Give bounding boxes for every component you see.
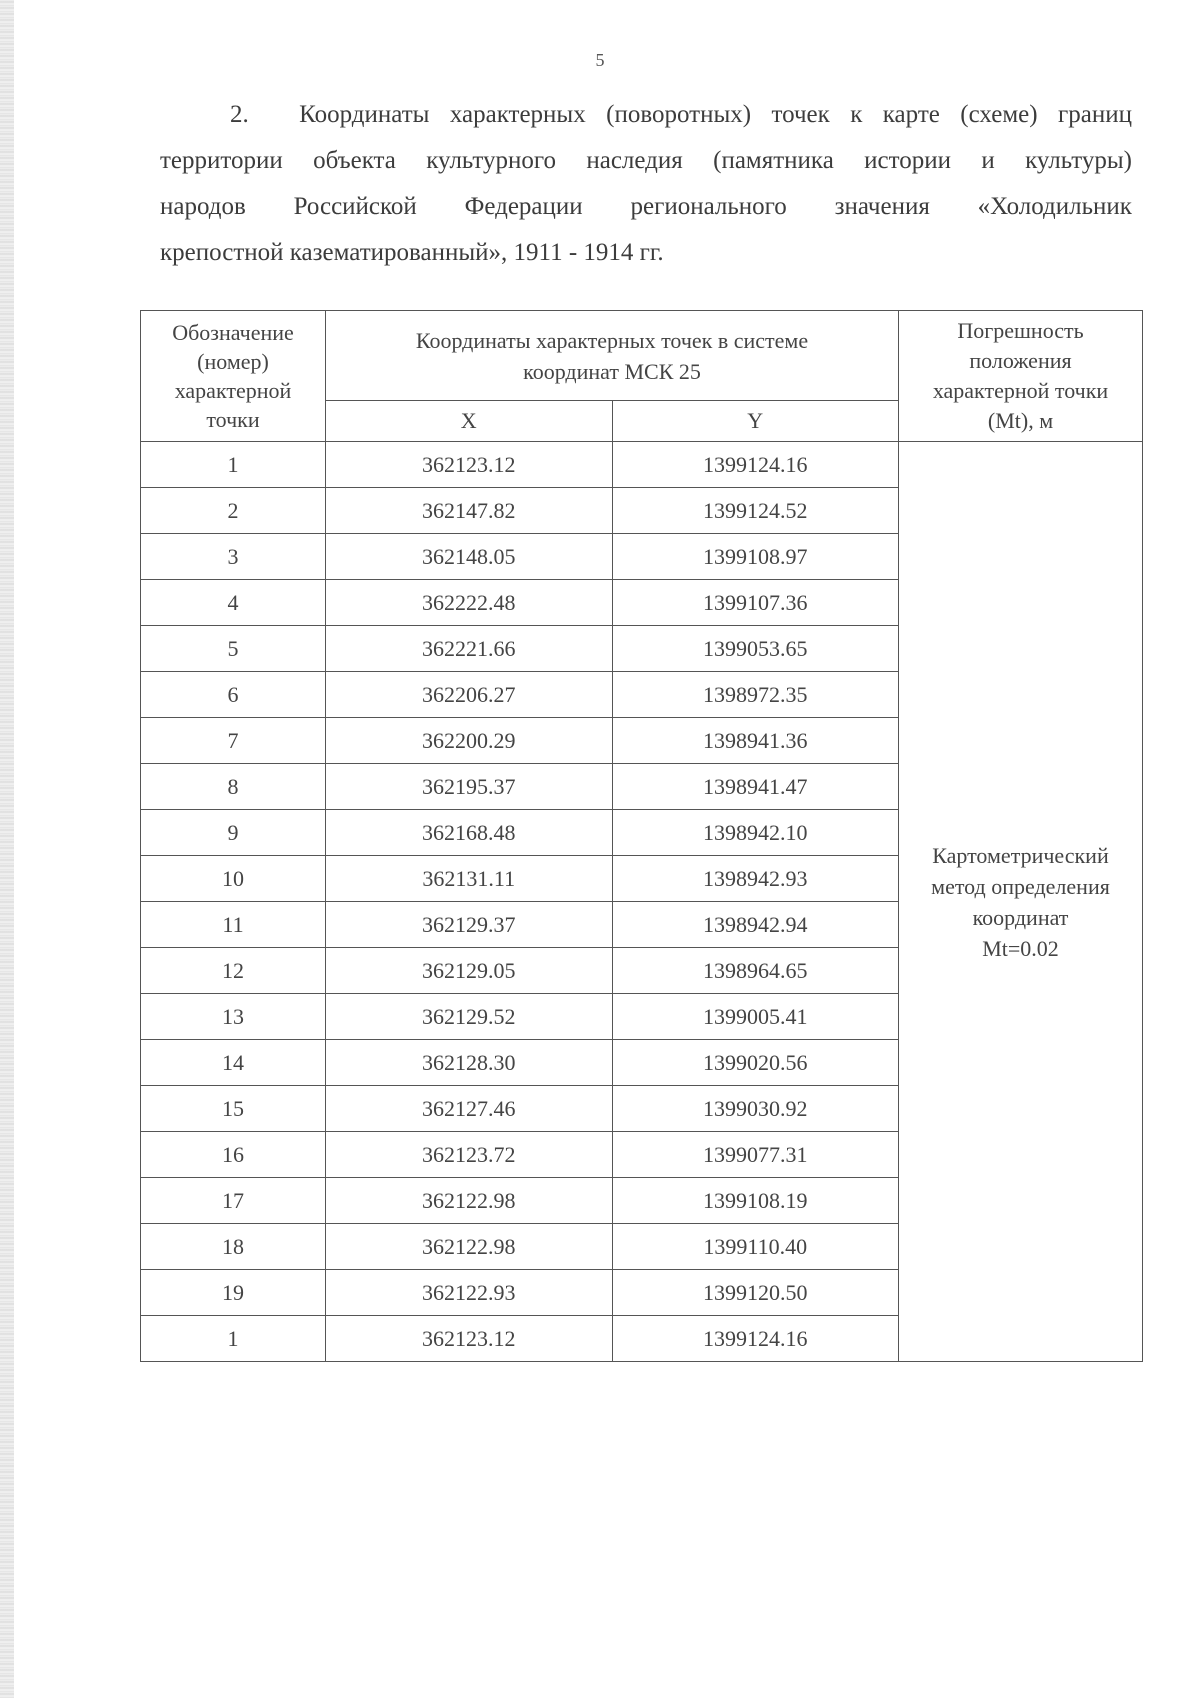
heading-word: народов	[160, 193, 246, 220]
page-number: 5	[595, 50, 605, 70]
y-cell: 1399108.97	[612, 534, 899, 580]
x-cell: 362221.66	[326, 626, 613, 672]
header-row	[141, 311, 1143, 401]
y-cell: 1399107.36	[612, 580, 899, 626]
heading-word: объекта	[313, 147, 396, 174]
heading-word: Координаты	[299, 101, 430, 128]
x-cell: 362206.27	[326, 672, 613, 718]
point-number-cell: 2	[141, 488, 326, 534]
point-number-cell: 15	[141, 1086, 326, 1132]
heading-word: культурного	[426, 147, 556, 174]
x-cell: 362122.98	[326, 1224, 613, 1270]
x-cell: 362200.29	[326, 718, 613, 764]
point-number-cell: 14	[141, 1040, 326, 1086]
x-cell: 362123.12	[326, 442, 613, 488]
heading-word: Российской	[293, 193, 417, 220]
y-header: Y	[612, 401, 899, 442]
y-cell: 1399124.16	[612, 1316, 899, 1362]
y-cell: 1398942.93	[612, 856, 899, 902]
y-cell: 1399030.92	[612, 1086, 899, 1132]
y-cell: 1398972.35	[612, 672, 899, 718]
y-cell: 1398941.36	[612, 718, 899, 764]
coordinates-table	[140, 310, 1143, 1362]
y-cell: 1399077.31	[612, 1132, 899, 1178]
heading-word: характерных	[449, 101, 586, 128]
point-number-cell: 10	[141, 856, 326, 902]
header-text: точки	[206, 407, 260, 432]
heading-word: и	[981, 147, 995, 174]
header-text: (номер)	[197, 349, 269, 374]
scan-edge	[0, 0, 14, 1698]
x-cell: 362127.46	[326, 1086, 613, 1132]
heading-word: территории	[160, 147, 283, 174]
header-text: характерной	[174, 378, 292, 403]
point-number-cell: 13	[141, 994, 326, 1040]
heading-word: наследия	[586, 147, 683, 174]
x-cell: 362129.52	[326, 994, 613, 1040]
header-text: (Mt), м	[987, 408, 1054, 433]
x-cell: 362168.48	[326, 810, 613, 856]
heading-line-1	[160, 92, 1132, 138]
header-text: Погрешность	[957, 318, 1084, 343]
y-cell: 1399005.41	[612, 994, 899, 1040]
x-cell: 362148.05	[326, 534, 613, 580]
section-heading	[160, 92, 1132, 276]
point-number-cell: 11	[141, 902, 326, 948]
heading-number: 2.	[230, 101, 249, 128]
point-number-cell: 4	[141, 580, 326, 626]
heading-word: точек	[771, 101, 830, 128]
heading-word: истории	[864, 147, 951, 174]
x-cell: 362122.98	[326, 1178, 613, 1224]
header-text: Обозначение	[172, 320, 294, 345]
x-header: X	[326, 401, 613, 442]
y-cell: 1399124.52	[612, 488, 899, 534]
accuracy-cell	[899, 442, 1143, 1362]
heading-word: Федерации	[464, 193, 583, 220]
heading-word: (поворотных)	[606, 101, 752, 128]
y-cell: 1399020.56	[612, 1040, 899, 1086]
point-number-cell: 3	[141, 534, 326, 580]
point-number-cell: 9	[141, 810, 326, 856]
point-number-cell: 1	[141, 1316, 326, 1362]
heading-word: (схеме)	[960, 101, 1038, 128]
table-row	[141, 442, 1143, 488]
header-text: характерной точки	[932, 378, 1109, 403]
x-cell: 362222.48	[326, 580, 613, 626]
accuracy-text: Картометрический	[932, 842, 1109, 868]
accuracy-text: координат	[972, 904, 1069, 930]
x-cell: 362129.37	[326, 902, 613, 948]
x-cell: 362122.93	[326, 1270, 613, 1316]
y-cell: 1399124.16	[612, 442, 899, 488]
x-cell: 362195.37	[326, 764, 613, 810]
point-number-cell: 6	[141, 672, 326, 718]
x-cell: 362129.05	[326, 948, 613, 994]
coordinates-header	[326, 311, 899, 401]
header-text: положения	[969, 348, 1072, 373]
accuracy-text: Mt=0.02	[982, 935, 1059, 961]
heading-word: регионального	[630, 193, 787, 220]
accuracy-header	[899, 311, 1143, 442]
point-number-cell: 16	[141, 1132, 326, 1178]
y-cell: 1399110.40	[612, 1224, 899, 1270]
heading-word: культуры)	[1025, 147, 1132, 174]
point-number-cell: 8	[141, 764, 326, 810]
point-number-cell: 1	[141, 442, 326, 488]
point-number-cell: 18	[141, 1224, 326, 1270]
heading-word: «Холодильник	[977, 193, 1132, 220]
point-number-cell: 17	[141, 1178, 326, 1224]
heading-line-3	[160, 184, 1132, 230]
header-text: координат МСК 25	[523, 358, 701, 384]
heading-line-2	[160, 138, 1132, 184]
y-cell: 1398964.65	[612, 948, 899, 994]
point-number-cell: 5	[141, 626, 326, 672]
heading-word: карте	[882, 101, 940, 128]
header-text: Координаты характерных точек в системе	[415, 327, 809, 353]
y-cell: 1399120.50	[612, 1270, 899, 1316]
heading-word: значения	[834, 193, 930, 220]
y-cell: 1398942.10	[612, 810, 899, 856]
heading-word: к	[850, 101, 863, 128]
y-cell: 1399108.19	[612, 1178, 899, 1224]
y-cell: 1399053.65	[612, 626, 899, 672]
heading-word: границ	[1058, 101, 1132, 128]
y-cell: 1398942.94	[612, 902, 899, 948]
accuracy-text: метод определения	[931, 873, 1110, 899]
x-cell: 362147.82	[326, 488, 613, 534]
heading-line-4: крепостной казематированный», 1911 - 1914 гг.	[160, 239, 664, 266]
designation-header	[141, 311, 326, 442]
heading-word: (памятника	[713, 147, 834, 174]
x-cell: 362123.72	[326, 1132, 613, 1178]
point-number-cell: 7	[141, 718, 326, 764]
x-cell: 362131.11	[326, 856, 613, 902]
y-cell: 1398941.47	[612, 764, 899, 810]
point-number-cell: 12	[141, 948, 326, 994]
point-number-cell: 19	[141, 1270, 326, 1316]
x-cell: 362123.12	[326, 1316, 613, 1362]
x-cell: 362128.30	[326, 1040, 613, 1086]
